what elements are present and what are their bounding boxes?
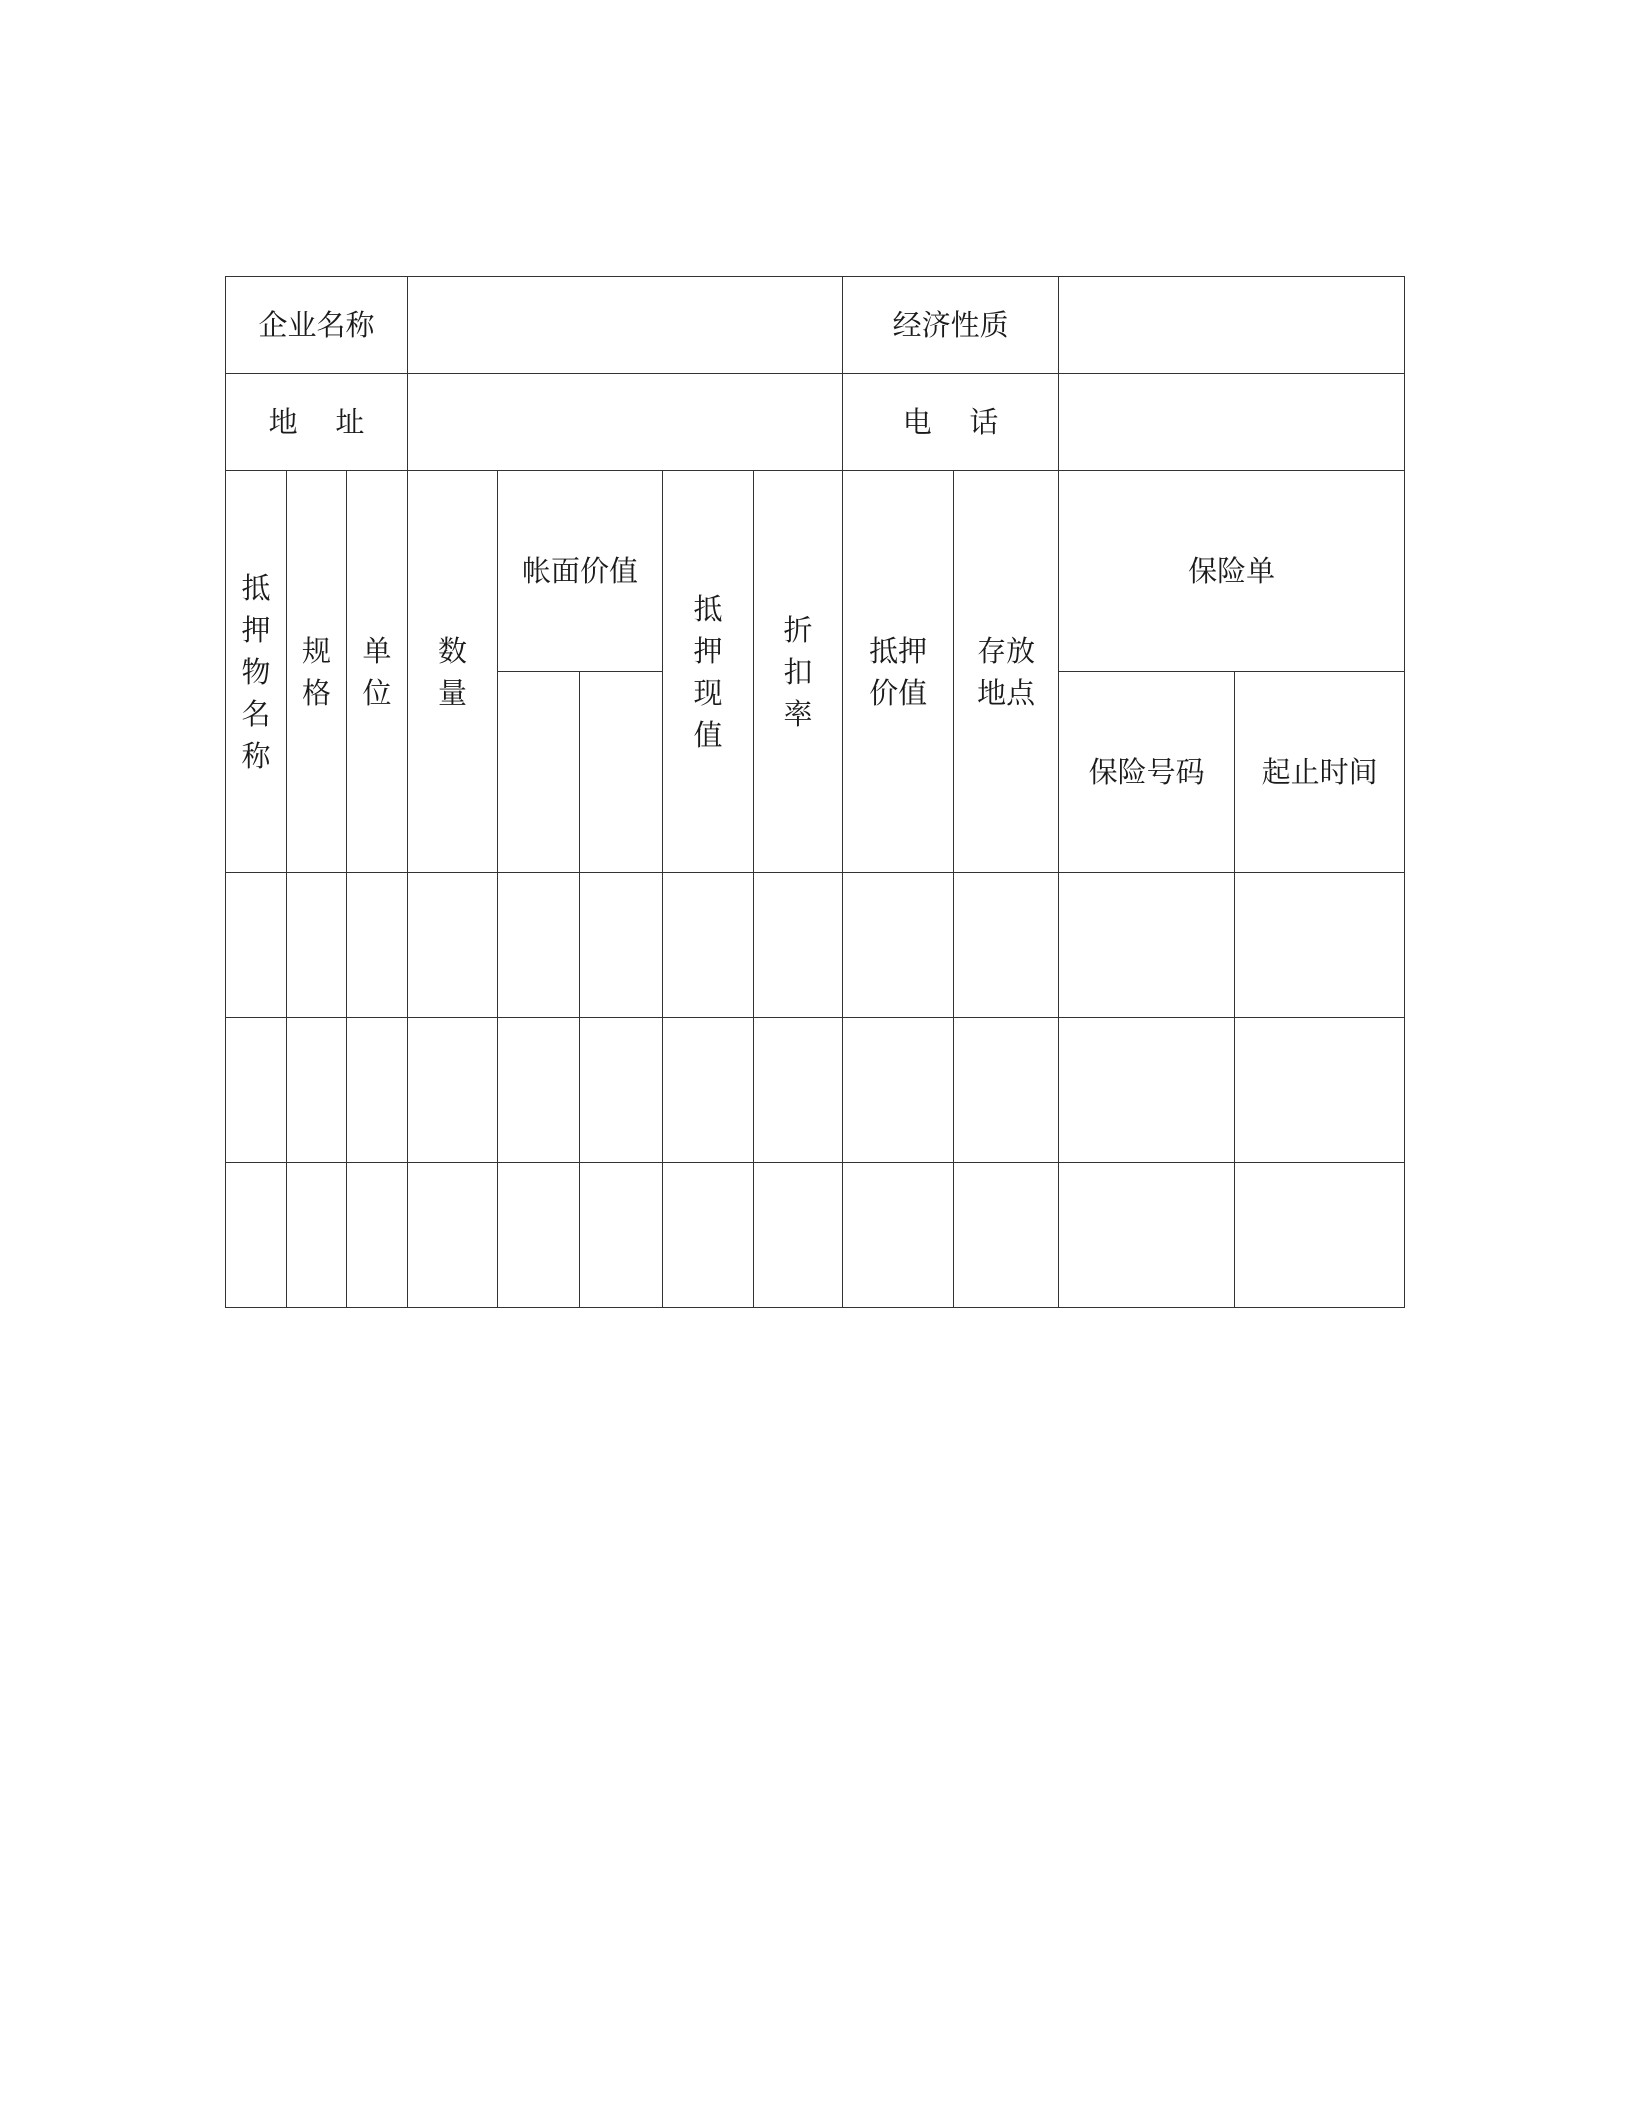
collateral-name-header-text: 抵押物名称 (241, 570, 271, 773)
table-cell[interactable] (1235, 873, 1405, 1018)
table-cell[interactable] (954, 1018, 1059, 1163)
table-cell[interactable] (226, 873, 287, 1018)
collateral-name-header (226, 471, 287, 873)
table-cell[interactable] (498, 1163, 580, 1308)
table-cell[interactable] (347, 873, 408, 1018)
quantity-header (408, 471, 498, 873)
table-cell[interactable] (843, 1163, 954, 1308)
company-row (226, 277, 1405, 374)
table-cell[interactable] (580, 1163, 663, 1308)
table-row (226, 1163, 1405, 1308)
table-cell[interactable] (754, 1018, 843, 1163)
table-row (226, 873, 1405, 1018)
quantity-header-text: 数量 (438, 633, 468, 710)
table-cell[interactable] (408, 873, 498, 1018)
insurance-number-header: 保险号码 (1059, 672, 1235, 873)
mortgage-value-header-text: 抵押价值 (869, 633, 928, 710)
table-cell[interactable] (843, 1018, 954, 1163)
table-cell[interactable] (287, 873, 347, 1018)
table-cell[interactable] (287, 1018, 347, 1163)
table-cell[interactable] (954, 1163, 1059, 1308)
table-cell[interactable] (663, 1163, 754, 1308)
economic-nature-value[interactable] (1059, 277, 1405, 374)
address-row (226, 374, 1405, 471)
book-value-header: 帐面价值 (498, 471, 663, 672)
table-cell[interactable] (408, 1018, 498, 1163)
address-value[interactable] (408, 374, 843, 471)
table-cell[interactable] (843, 873, 954, 1018)
table-cell[interactable] (347, 1018, 408, 1163)
address-label-char-2: 址 (335, 405, 365, 439)
table-cell[interactable] (498, 873, 580, 1018)
book-value-sub-cell-2[interactable] (580, 672, 663, 873)
present-value-header (663, 471, 754, 873)
table-cell[interactable] (1235, 1018, 1405, 1163)
start-end-time-header: 起止时间 (1235, 672, 1405, 873)
book-value-sub-cell-1[interactable] (498, 672, 580, 873)
economic-nature-label: 经济性质 (843, 277, 1059, 374)
present-value-header-text: 抵押现值 (693, 591, 723, 752)
table-cell[interactable] (663, 1018, 754, 1163)
collateral-form-table (225, 276, 1405, 1308)
phone-label-char-1: 电 (902, 405, 932, 439)
table-cell[interactable] (580, 873, 663, 1018)
unit-header-text: 单位 (362, 633, 392, 710)
table-cell[interactable] (754, 1163, 843, 1308)
storage-location-header (954, 471, 1059, 873)
mortgage-value-header (843, 471, 954, 873)
insurance-policy-header: 保险单 (1059, 471, 1405, 672)
specification-header (287, 471, 347, 873)
discount-rate-header (754, 471, 843, 873)
phone-value[interactable] (1059, 374, 1405, 471)
table-cell[interactable] (754, 873, 843, 1018)
address-label (226, 374, 408, 471)
company-name-value[interactable] (408, 277, 843, 374)
table-cell[interactable] (408, 1163, 498, 1308)
column-header-row-top (226, 471, 1405, 672)
company-name-label: 企业名称 (226, 277, 408, 374)
table-cell[interactable] (954, 873, 1059, 1018)
table-cell[interactable] (347, 1163, 408, 1308)
phone-label-char-2: 话 (969, 405, 999, 439)
table-cell[interactable] (580, 1018, 663, 1163)
table-cell[interactable] (498, 1018, 580, 1163)
table-cell[interactable] (1059, 1018, 1235, 1163)
table-cell[interactable] (1235, 1163, 1405, 1308)
table-cell[interactable] (226, 1163, 287, 1308)
specification-header-text: 规格 (301, 633, 331, 710)
phone-label (843, 374, 1059, 471)
table-cell[interactable] (226, 1018, 287, 1163)
storage-location-header-text: 存放地点 (977, 633, 1036, 710)
table-cell[interactable] (1059, 1163, 1235, 1308)
table-row (226, 1018, 1405, 1163)
address-label-char-1: 地 (268, 405, 298, 439)
discount-rate-header-text: 折扣率 (783, 612, 813, 731)
table-cell[interactable] (287, 1163, 347, 1308)
table-cell[interactable] (663, 873, 754, 1018)
unit-header (347, 471, 408, 873)
table-cell[interactable] (1059, 873, 1235, 1018)
